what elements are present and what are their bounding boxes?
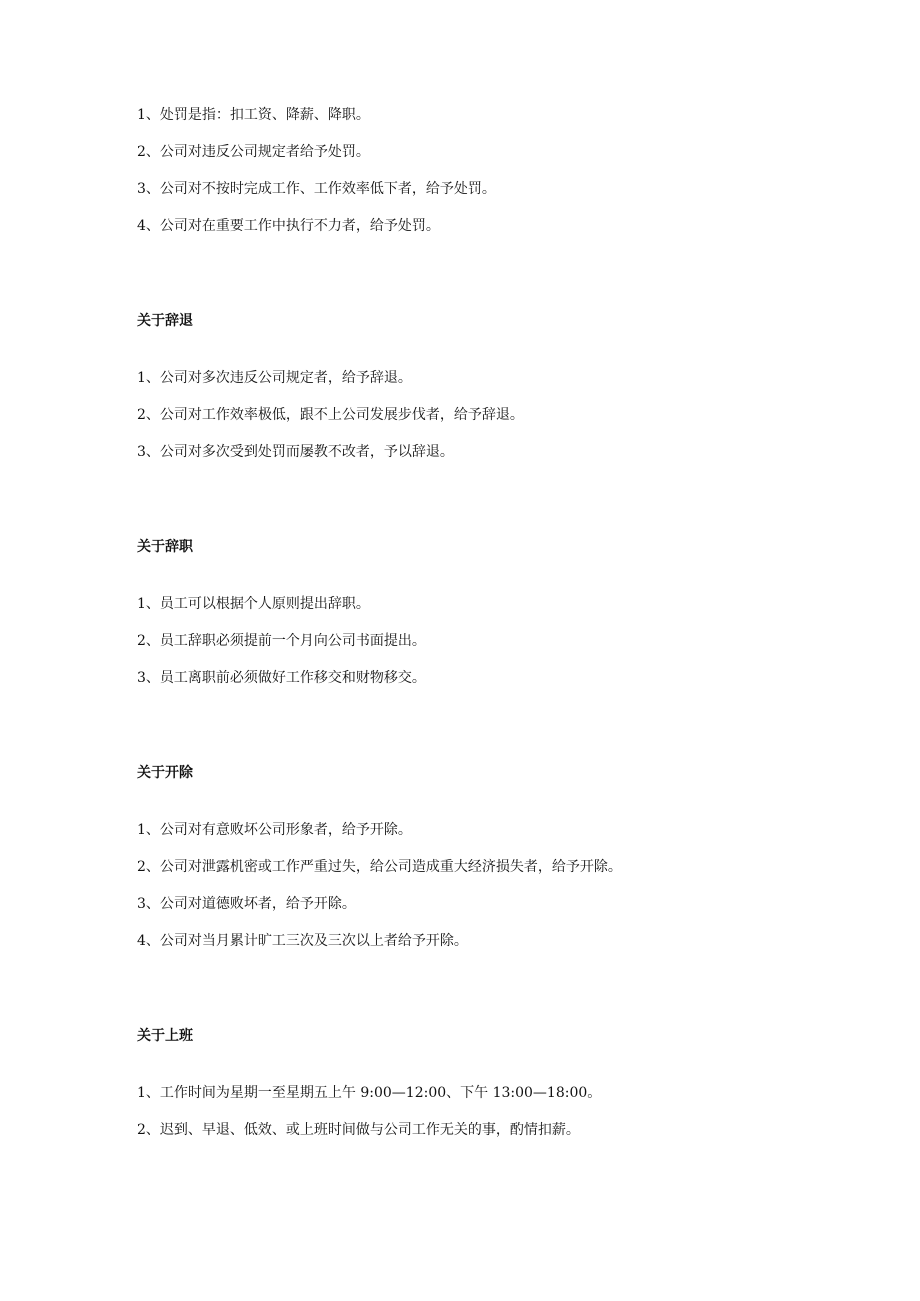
section-work-hours (137, 1026, 857, 1140)
list-item: 3、公司对不按时完成工作、工作效率低下者，给予处罚。 (137, 181, 496, 197)
list-item: 1、处罚是指：扣工资、降薪、降职。 (137, 107, 370, 123)
section-heading-resignation: 关于辞职 (137, 539, 193, 555)
list-item: 1、工作时间为星期一至星期五上午 9:00—12:00、下午 13:00—18:00。 (137, 1085, 602, 1101)
section-spacer (137, 705, 857, 763)
section-expulsion (137, 763, 857, 951)
section-dismissal (137, 311, 857, 462)
section-spacer (137, 253, 857, 311)
section-penalty (137, 105, 857, 236)
list-item: 2、公司对违反公司规定者给予处罚。 (137, 144, 370, 160)
section-heading-expulsion: 关于开除 (137, 765, 193, 781)
list-item: 2、公司对工作效率极低，跟不上公司发展步伐者，给予辞退。 (137, 407, 524, 423)
list-item: 3、员工离职前必须做好工作移交和财物移交。 (137, 670, 426, 686)
document-page (137, 105, 857, 1157)
list-item: 2、员工辞职必须提前一个月向公司书面提出。 (137, 633, 426, 649)
list-item: 4、公司对当月累计旷工三次及三次以上者给予开除。 (137, 933, 468, 949)
list-item: 3、公司对道德败坏者，给予开除。 (137, 896, 356, 912)
list-item: 2、公司对泄露机密或工作严重过失，给公司造成重大经济损失者，给予开除。 (137, 859, 622, 875)
list-item: 2、迟到、早退、低效、或上班时间做与公司工作无关的事，酌情扣薪。 (137, 1122, 580, 1138)
section-spacer (137, 479, 857, 537)
list-item: 3、公司对多次受到处罚而屡教不改者，予以辞退。 (137, 444, 454, 460)
section-heading-dismissal: 关于辞退 (137, 313, 193, 329)
section-heading-work-hours: 关于上班 (137, 1028, 193, 1044)
list-item: 1、公司对多次违反公司规定者，给予辞退。 (137, 370, 412, 386)
section-resignation (137, 537, 857, 688)
list-item: 1、员工可以根据个人原则提出辞职。 (137, 596, 370, 612)
section-spacer (137, 968, 857, 1026)
list-item: 4、公司对在重要工作中执行不力者，给予处罚。 (137, 218, 440, 234)
list-item: 1、公司对有意败坏公司形象者，给予开除。 (137, 822, 412, 838)
